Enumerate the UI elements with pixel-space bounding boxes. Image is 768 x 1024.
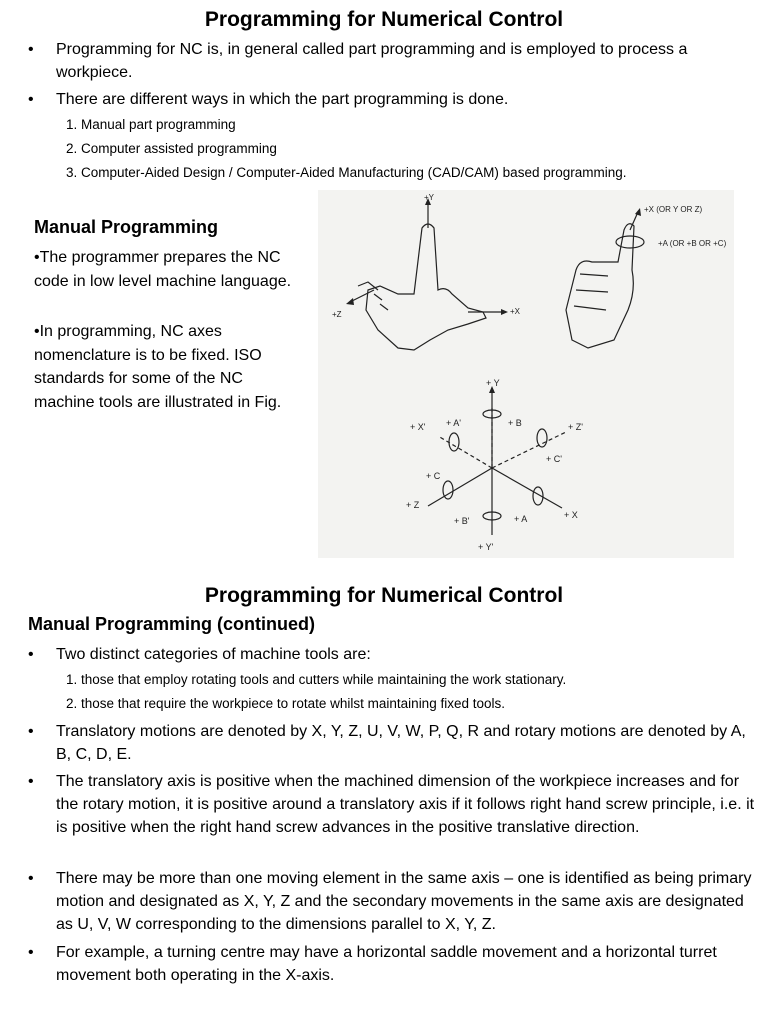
axes-label-x-prime: + X' [410,422,426,432]
bullet-dot: • [28,870,34,887]
bullet-text: Translatory motions are denoted by X, Y, Z, U, V, W, P, Q, R and rotary motions are denoted by A, B, C, D, E. [56,723,746,763]
bullet-dot: • [28,944,34,961]
axes-figure-svg [318,190,734,558]
axes-label-y: + Y [486,378,500,388]
axes-label-b-prime: + B' [454,516,470,526]
axes-label-z: + Z [406,500,420,510]
way-item-3: 3. Computer-Aided Design / Computer-Aided Manufacturing (CAD/CAM) based programming. [66,165,627,180]
bullet-text: The translatory axis is positive when the machined dimension of the workpiece increases and for the rotary motion, it is positive around a translatory axis if it follows right hand screw principle, i.e. it is positive when the right hand screw advances in the positive translative direction. [56,773,755,836]
hand1-label-z: +Z [332,310,342,319]
category-item-1: 1. those that employ rotating tools and cutters while maintaining the work stationary. [66,672,567,687]
bullet-text: Programming for NC is, in general called part programming and is employed to process a workpiece. [56,41,688,81]
paragraph-2: •In programming, NC axes nomenclature is to be fixed. ISO standards for some of the NC machine tools are illustrated in Fig. [34,323,282,411]
way-item-1: 1. Manual part programming [66,117,236,132]
slide2-bullet-1 [28,720,758,766]
arrow-icon [346,298,354,305]
paragraph-1: •The programmer prepares the NC code in low level machine language. [34,249,292,290]
hand1-label-y: +Y [424,193,435,202]
axes-figure [318,190,734,558]
way-item-2: 2. Computer assisted programming [66,141,277,156]
bullet-text: Two distinct categories of machine tools are: [56,646,371,663]
bullet-dot: • [28,91,34,108]
axes-label-y-prime: + Y' [478,542,494,552]
right-hand-drawing [350,202,503,350]
slide2-bullet-2 [28,770,758,839]
slide2-bullet-3 [28,867,758,936]
axes-label-z-prime: + Z' [568,422,583,432]
slide2-subtitle: Manual Programming (continued) [28,614,316,634]
bullet-text: For example, a turning centre may have a horizontal saddle movement and a horizontal turret movement both operating in the X-axis. [56,944,717,984]
bullet-dot: • [28,646,34,663]
axes-label-c-prime: + C' [546,454,562,464]
slide2-title: Programming for Numerical Control [204,584,564,607]
bullet-dot: • [28,773,34,790]
slide1-bullet-1 [28,38,758,84]
hand1-label-x: +X [510,307,521,316]
arrow-icon [635,208,641,216]
category-item-2: 2. those that require the workpiece to rotate whilst maintaining fixed tools. [66,696,505,711]
bullet-dot: • [28,41,34,58]
hand2-label-x: +X (OR Y OR Z) [644,205,703,214]
axes-label-c: + C [426,471,441,481]
axes-label-b: + B [508,418,522,428]
axes-label-x: + X [564,510,578,520]
slide2-bullet-intro [28,643,758,666]
slide1-title: Programming for Numerical Control [204,8,564,31]
axes-label-a: + A [514,514,528,524]
bullet-text: There may be more than one moving element in the same axis – one is identified as being primary motion and designated as X, Y, Z and the secondary movements in the same axis are designated as U, V, W corresponding to the dimensions parallel to X, Y, Z. [56,870,752,933]
arrow-icon [501,309,508,315]
slide1-bullet-2 [28,88,758,111]
bullet-dot: • [28,723,34,740]
axes-label-a-prime: + A' [446,418,461,428]
rotation-hand-drawing [566,212,644,348]
slide2-bullet-4 [28,941,758,987]
bullet-text: There are different ways in which the part programming is done. [56,91,509,108]
hand2-label-a: +A (OR +B OR +C) [658,239,727,248]
section-heading-manual: Manual Programming [34,217,219,237]
